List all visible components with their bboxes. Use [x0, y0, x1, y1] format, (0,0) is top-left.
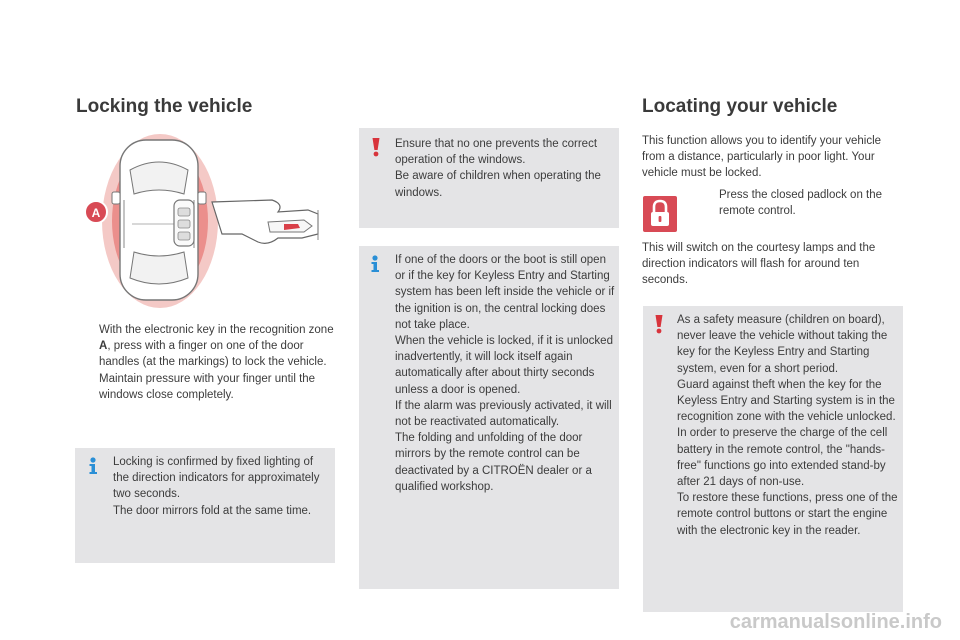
- watermark: carmanualsonline.info: [729, 611, 942, 633]
- locking-info-box: [75, 448, 335, 563]
- info-icon: [367, 255, 383, 273]
- safety-warning-text: As a safety measure (children on board), never leave the vehicle without taking the key for the Keyless Entry and Starting system, even for a short period. Guard against theft when the key for the Keyless Entry and Starting system is in the recognition zone with the vehicle unlocked. In order to preserve the charge of the cell battery in the remote control, the "hands-free" functions go into extended stand-by after 21 days of non-use. To restore these functions, press one of the remote control buttons or start the engine with the electronic key in the reader.: [677, 314, 898, 537]
- zone-a-marker: [85, 201, 107, 223]
- windows-warning-text: Ensure that no one prevents the correct operation of the windows. Be aware of children when operating the windows.: [395, 138, 601, 199]
- locating-intro: This function allows you to identify your vehicle from a distance, particularly in poor light. Your vehicle must be locked.: [642, 135, 882, 180]
- windows-warning-box: [359, 128, 619, 228]
- locating-result: This will switch on the courtesy lamps and the direction indicators will flash for around ten seconds.: [642, 242, 876, 287]
- padlock-instruction: Press the closed padlock on the remote control.: [719, 189, 883, 218]
- locking-heading: Locking the vehicle: [76, 96, 253, 117]
- zone-a-label: A: [91, 206, 101, 220]
- safety-warning-box: [643, 306, 903, 612]
- warning-icon: [368, 137, 384, 157]
- locking-instruction: With the electronic key in the recognition zone A, press with a finger on one of the door handles (at the markings) to lock the vehicle. Maintain pressure with your finger until the windows close completely.: [99, 324, 334, 401]
- vehicle-illustration: [72, 130, 332, 310]
- locating-heading: Locating your vehicle: [642, 96, 838, 117]
- locking-info-text: Locking is confirmed by fixed lighting of the direction indicators for approximately two seconds. The door mirrors fold at the same time.: [113, 456, 320, 517]
- central-locking-info-box: [359, 246, 619, 589]
- closed-padlock-button-icon: [643, 196, 677, 232]
- zone-reference: A: [99, 340, 108, 353]
- info-icon: [85, 457, 101, 475]
- central-locking-info-text: If one of the doors or the boot is still open or if the key for Keyless Entry and Starting system has been left inside the vehicle or if the ignition is on, the central locking does not take place. When the vehicle is locked, if it is unlocked inadvertently, it will lock itself again automatically after about thirty seconds unless a door is opened. If the alarm was previously activated, it will not be reactivated automatically. The folding and unfolding of the door mirrors by the remote control can be deactivated by a CITROËN dealer or a qualified workshop.: [395, 254, 615, 493]
- electronic-key-icon: [174, 200, 194, 246]
- warning-icon: [651, 314, 667, 334]
- hand-on-door-handle-icon: [212, 200, 318, 243]
